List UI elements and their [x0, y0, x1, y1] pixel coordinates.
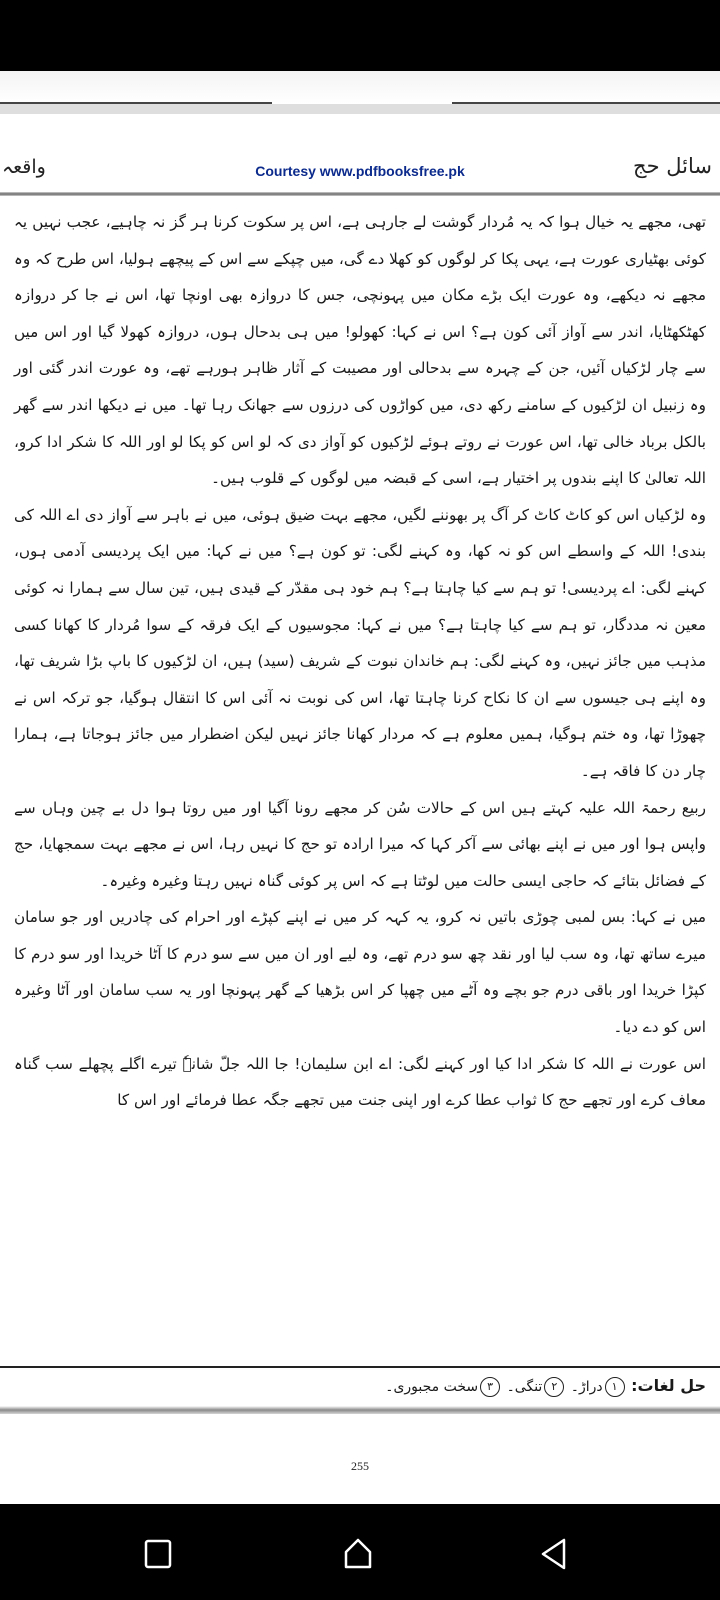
- page-bottom-border: [0, 1406, 720, 1414]
- body-text: [14, 204, 706, 1119]
- status-bar: [0, 0, 720, 71]
- paragraph: میں نے کہا: بس لمبی چوڑی باتیں نہ کرو، یہ کہہ کر میں نے اپنے کپڑے اور احرام کی چادریں اور جو سامان میرے ساتھ تھا، وہ سب لیا اور نقد چھ سو درم تھے، وہ لیے اور ان میں سے سو درم کا آٹا خریدا اور سو درم کا کپڑا خریدا اور باقی درم جو بچے وہ آٹے میں چھپا کر اس بڑھیا کے گھر پہونچا اور یہ سب سامان اور آٹا وغیرہ اس کو دے دیا۔: [14, 908, 706, 1037]
- triangle-back-icon: [534, 1534, 574, 1574]
- glossary-label: حل لغات:: [631, 1376, 706, 1395]
- header-rule: [0, 192, 720, 196]
- footnote-text: سخت مجبوری۔: [385, 1379, 479, 1395]
- pdf-page: [0, 114, 720, 1414]
- glossary-footnote: [385, 1376, 706, 1397]
- back-button[interactable]: [534, 1534, 574, 1574]
- footnote-rule: [0, 1366, 720, 1368]
- paragraph: ربیع رحمۃ اللہ علیہ کہتے ہیں اس کے حالات سُن کر مجھے رونا آگیا اور میں روتا ہوا دل بے چین وہاں سے واپس ہوا اور میں نے اپنے بھائی سے آکر کہا کہ میرا ارادہ تو حج کا نہیں رہا، اس نے مجھے بہت سمجھایا، حج کے فضائل بتائے کہ حاجی ایسی حالت میں لوٹتا ہے کہ اس پر کوئی گناہ نہیں رہتا وغیرہ وغیرہ۔: [14, 798, 706, 890]
- navigation-bar: [0, 1504, 720, 1600]
- header-right-title: سائل حج: [633, 154, 712, 178]
- square-icon: [138, 1534, 178, 1574]
- header-left-title: واقعہ: [2, 156, 46, 178]
- courtesy-watermark: Courtesy www.pdfbooksfree.pk: [255, 163, 465, 179]
- footnote-number: ١: [605, 1377, 625, 1397]
- footnote-text: تنگی۔: [506, 1379, 543, 1395]
- paragraph: اس عورت نے اللہ کا شکر ادا کیا اور کہنے لگی: اے ابن سلیمان! جا اللہ جلّ شانہٗ تیرے اگلے پچھلے سب گناہ معاف کرے اور تجھے حج کا ثواب عطا کرے اور اپنی جنت میں تجھے جگہ عطا فرمائے اور اس کا: [14, 1054, 706, 1110]
- footnote-number: ٣: [480, 1377, 500, 1397]
- viewer-top-margin: [0, 71, 720, 104]
- home-button[interactable]: [338, 1534, 378, 1574]
- footnote-number: ٢: [544, 1377, 564, 1397]
- running-header: [0, 154, 720, 190]
- paragraph: تھی، مجھے یہ خیال ہوا کہ یہ مُردار گوشت لے جارہی ہے، اس پر سکوت کرنا ہر گز نہ چاہیے، عجب نہیں یہ کوئی بھٹیاری عورت ہے، یہی پکا کر لوگوں کو کھلا دے گی، میں چپکے سے اس کے پیچھے ہولیا، اس طرح کہ وہ مجھے نہ دیکھے، وہ عورت ایک بڑے مکان میں پہونچی، جس کا دروازہ بھی اونچا تھا، اس نے جا کر دروازہ کھٹکھٹایا، اندر سے آواز آئی کون ہے؟ اس نے کہا: کھولو! میں ہی بدحال ہوں، دروازہ کھولا گیا اور اس میں سے چار لڑکیاں آئیں، جن کے چہرہ سے بدحالی اور مصیبت کے آثار ظاہر ہورہے تھے، وہ عورت اندر گئی اور وہ زنبیل ان لڑکیوں کے سامنے رکھ دی، میں کواڑوں کی درزوں سے جھانک رہا تھا۔ میں نے دیکھا اندر سے گھر بالکل برباد خالی تھا، اس عورت نے روتے ہوئے لڑکیوں کو آواز دی کہ لو اس کو پکا لو اور اللہ کا شکر ادا کرو، اللہ تعالیٰ کا اپنے بندوں پر اختیار ہے، اسی کے قبضہ میں لوگوں کے قلوب ہیں۔: [14, 213, 706, 488]
- page-separator: [0, 104, 720, 114]
- footnote-text: دراڑ۔: [570, 1379, 603, 1395]
- paragraph: وہ لڑکیاں اس کو کاٹ کاٹ کر آگ پر بھوننے لگیں، مجھے بہت ضیق ہوئی، میں نے باہر سے آواز دی اے اللہ کی بندی! اللہ کے واسطے اس کو نہ کھا، وہ کہنے لگی: تو کون ہے؟ میں نے کہا: میں ایک پردیسی آدمی ہوں، کہنے لگی: اے پردیسی! تو ہم سے کیا چاہتا ہے؟ ہم خود ہی مقدّر کے قیدی ہیں، تین سال سے ہمارا نہ کوئی معین نہ مددگار، تو ہم سے کیا چاہتا ہے؟ میں نے کہا: مجوسیوں کے ایک فرقہ کے سوا مُردار کا کھانا کسی مذہب میں جائز نہیں، وہ کہنے لگی: ہم خاندان نبوت کے شریف (سید) ہیں، ان لڑکیوں کا باپ بڑا شریف تھا، وہ اپنے ہی جیسوں سے ان کا نکاح کرنا چاہتا تھا، اس کی نوبت نہ آئی اس کا انتقال ہوگیا، جو ترکہ اس نے چھوڑا تھا، وہ ختم ہوگیا، ہمیں معلوم ہے کہ مردار کھانا جائز نہیں لیکن اضطرار میں جائز ہوجاتا ہے، ہمارا چار دن کا فاقہ ہے۔: [14, 505, 706, 780]
- page-number: 255: [351, 1459, 369, 1473]
- house-icon: [338, 1534, 378, 1574]
- recents-button[interactable]: [138, 1534, 178, 1574]
